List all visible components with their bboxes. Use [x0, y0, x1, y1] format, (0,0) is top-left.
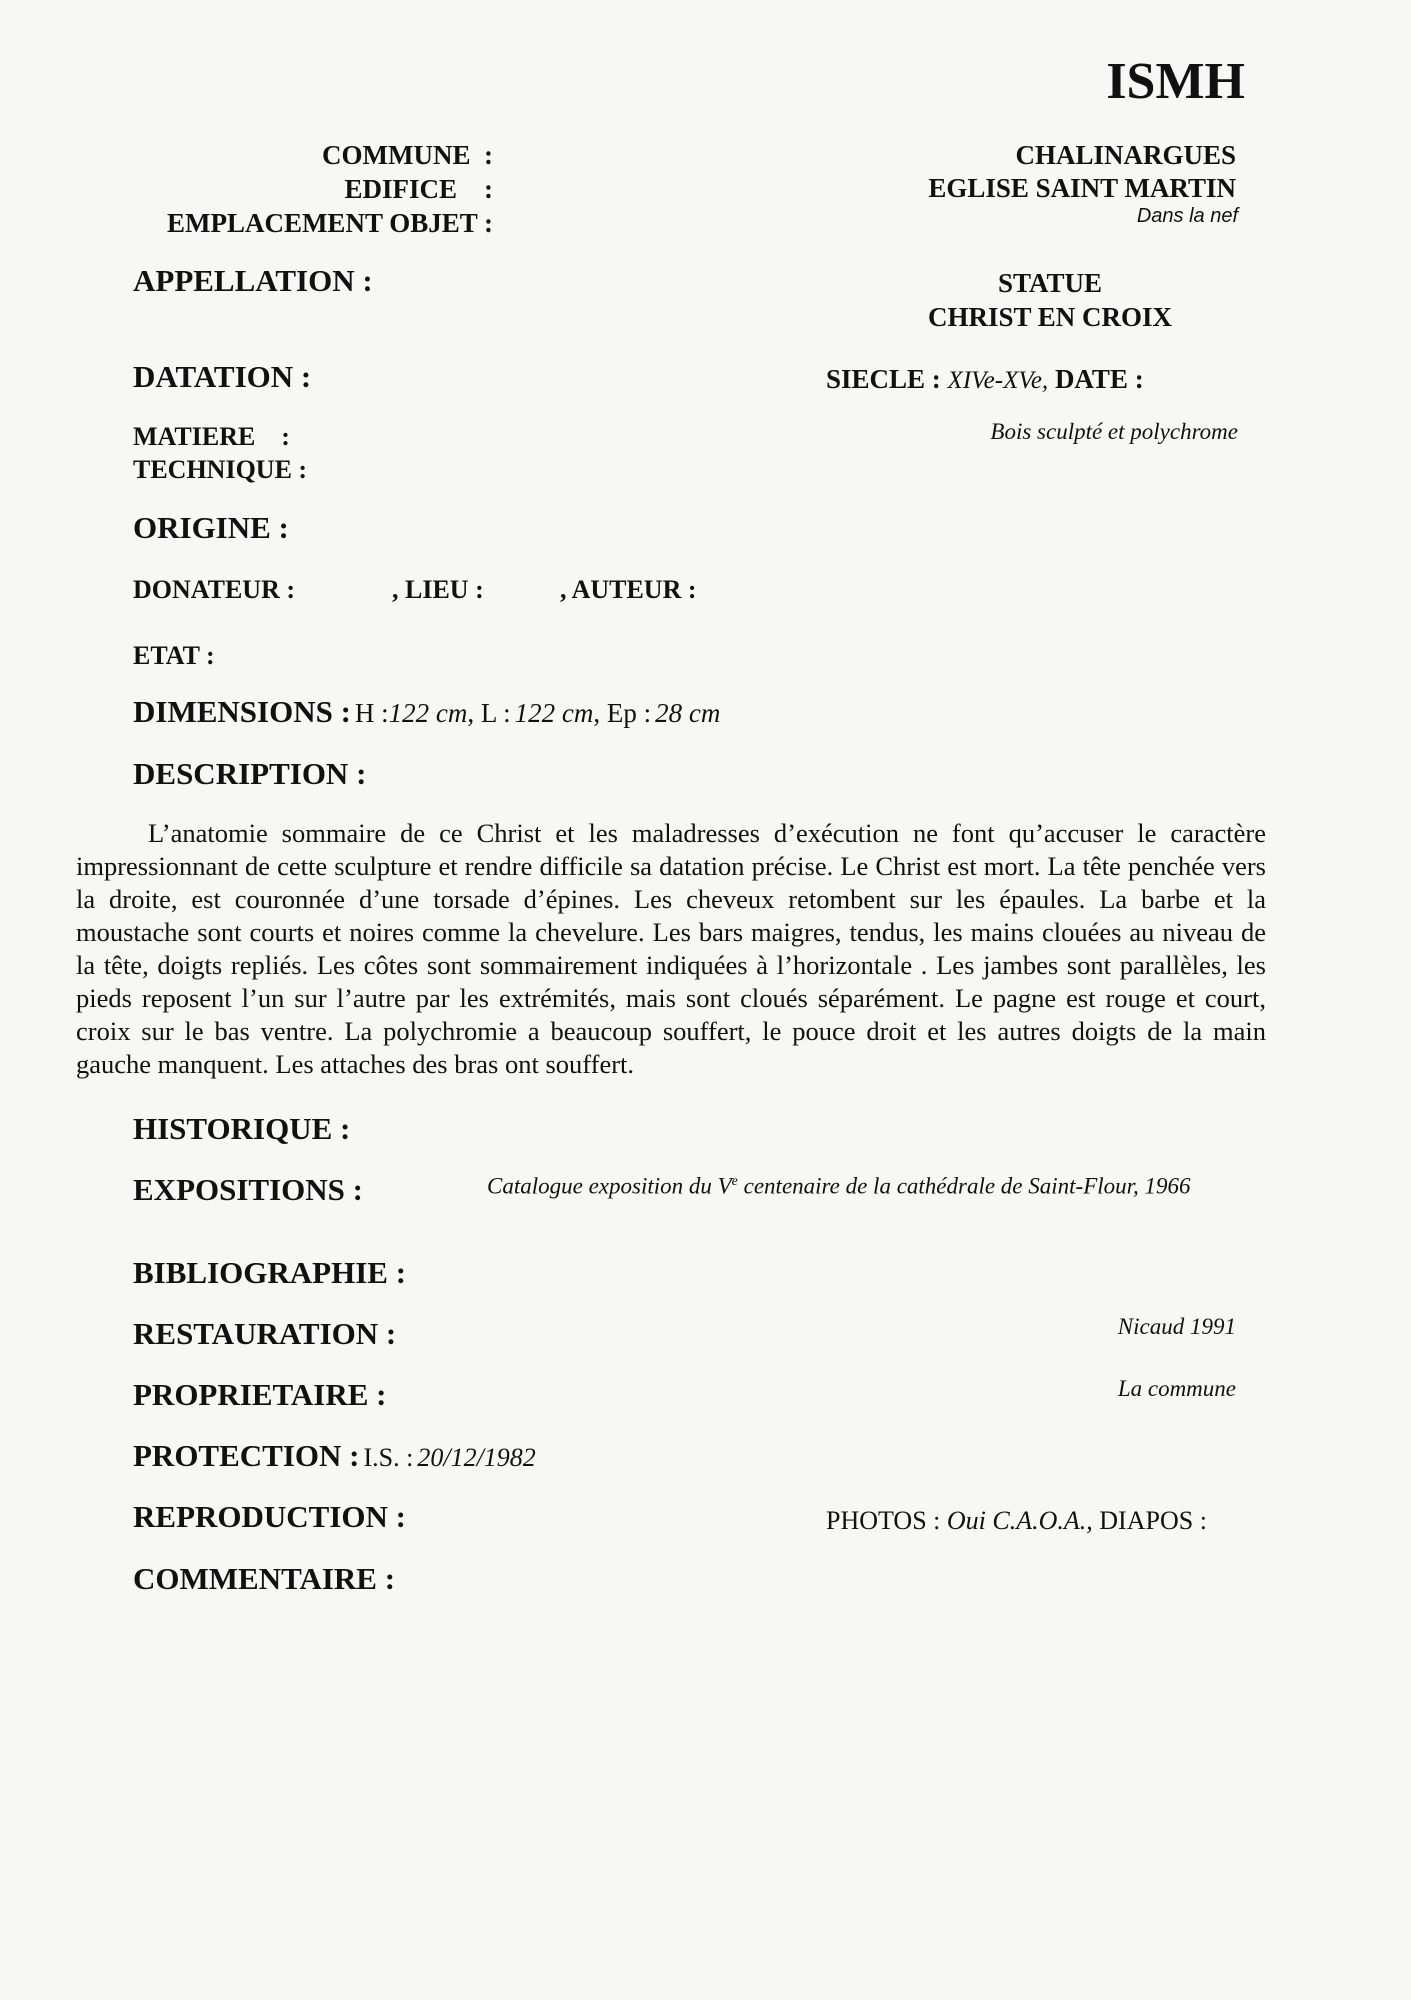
restauration-value: Nicaud 1991 [1117, 1314, 1236, 1339]
photos-label: PHOTOS : [826, 1506, 941, 1535]
bibliographie-label: BIBLIOGRAPHIE : [133, 1255, 407, 1290]
dim-ep-value: 28 cm [655, 698, 721, 728]
lieu-label: , LIEU : [392, 575, 484, 604]
siecle-value: XIVe-XVe, [947, 367, 1049, 394]
dim-l-value: 122 cm [514, 698, 594, 728]
description-label: DESCRIPTION : [133, 756, 367, 791]
auteur-label: , AUTEUR : [560, 575, 697, 604]
etat-label: ETAT : [133, 641, 215, 670]
appellation-value-line-1: STATUE [997, 268, 1103, 298]
technique-label: TECHNIQUE : [133, 455, 308, 484]
siecle-line [826, 364, 1144, 395]
commune-value: CHALINARGUES [1015, 140, 1236, 170]
emplacement-label: EMPLACEMENT OBJET : [166, 208, 493, 238]
commentaire-label: COMMENTAIRE : [133, 1561, 396, 1596]
matiere-label: MATIERE : [133, 422, 290, 451]
protection-label: PROTECTION : [133, 1438, 360, 1473]
edifice-label: EDIFICE : [344, 174, 493, 204]
expositions-label: EXPOSITIONS : [133, 1172, 363, 1207]
dim-ep-label: , Ep : [593, 698, 652, 728]
dimensions-line [133, 694, 720, 730]
expositions-text-end: centenaire de la cathédrale de Saint-Flour, 1966 [737, 1173, 1191, 1199]
protection-date: 20/12/1982 [417, 1443, 536, 1472]
diapos-label: DIAPOS : [1099, 1506, 1207, 1535]
restauration-label: RESTAURATION : [133, 1316, 397, 1351]
date-label: DATE : [1054, 364, 1144, 394]
emplacement-value: Dans la nef [1136, 205, 1238, 227]
protection-line [133, 1438, 536, 1474]
proprietaire-value: La commune [1117, 1376, 1236, 1401]
proprietaire-label: PROPRIETAIRE : [133, 1377, 387, 1412]
dim-l-label: , L : [467, 698, 511, 728]
datation-label: DATATION : [133, 359, 312, 394]
reproduction-label: REPRODUCTION : [133, 1499, 406, 1534]
photos-value: Oui C.A.O.A., [946, 1506, 1093, 1535]
appellation-label: APPELLATION : [133, 263, 373, 298]
appellation-value-line-2: CHRIST EN CROIX [927, 302, 1173, 332]
expositions-text-start: Catalogue exposition du V [487, 1173, 732, 1199]
dimensions-label: DIMENSIONS : [133, 694, 351, 729]
photos-line [826, 1506, 1207, 1536]
siecle-label: SIECLE : [826, 364, 941, 394]
expositions-superscript: e [731, 1174, 738, 1189]
document-code: ISMH [1106, 53, 1245, 110]
protection-type: I.S. : [363, 1443, 414, 1472]
historique-label: HISTORIQUE : [133, 1111, 351, 1146]
origine-label: ORIGINE : [133, 510, 289, 545]
commune-label: COMMUNE : [322, 140, 493, 170]
donateur-label: DONATEUR : [133, 575, 296, 604]
matiere-technique-value: Bois sculpté et polychrome [990, 419, 1238, 444]
dim-h-label: H : [354, 698, 389, 728]
expositions-value [487, 1166, 1207, 1203]
edifice-value: EGLISE SAINT MARTIN [928, 173, 1236, 203]
dim-h-value: 122 cm [388, 698, 468, 728]
description-text: L’anatomie sommaire de ce Christ et les maladresses d’exécution ne font qu’accuser le caractère impressionnant de cette sculpture et rendre difficile sa datation précise. Le Christ est mort. La tête penchée vers la droite, est couronnée d’une torsade d’épines. Les cheveux retombent sur les épaules. La barbe et la moustache sont courts et noires comme la chevelure. Les bars maigres, tendus, les mains clouées au niveau de la tête, doigts repliés. Les côtes sont sommairement indiquées à l’horizontale . Les jambes sont parallèles, les pieds reposent l’un sur l’autre par les extrémités, mais sont cloués séparément. Le pagne est rouge et court, croix sur le bas ventre. La polychromie a beaucoup souffert, le pouce droit et les autres doigts de la main gauche manquent. Les attaches des bras ont souffert. [76, 818, 1266, 1079]
